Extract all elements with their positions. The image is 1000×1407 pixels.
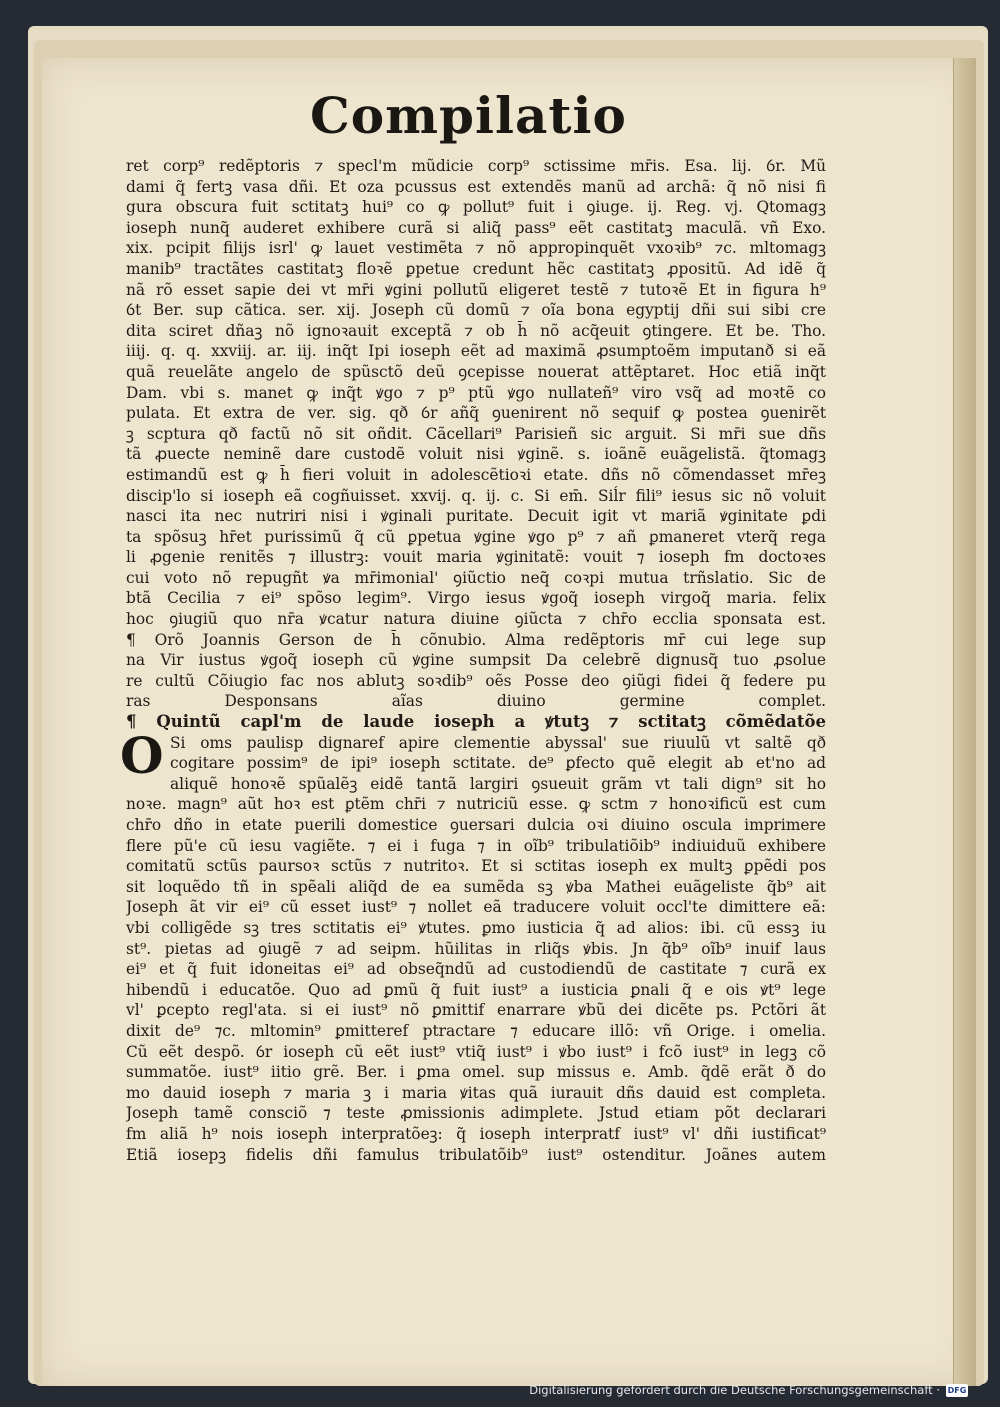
text-line: noꝛe. magn⁹ aũt hoꝛ est ꝑtẽm chr̄i ⁊ nutriciũ esse. ꝙ sctm ⁊ honoꝛificũ est cum <box>126 795 826 814</box>
text-line: Joseph ãt vir ei⁹ cũ esset iust⁹ ⁊ nollet eã traducere voluit occl'te dimittere eã: <box>126 898 826 917</box>
text-line: ta spõsuꝫ hr̄et purissimũ q̃ cũ ꝑpetua ꝟgine ꝟgo p⁹ ⁊ añ ꝑmaneret vterq̃ rega <box>126 527 826 546</box>
text-line: hibendũ i educatõe. Quo ad ꝑmũ q̃ fuit iust⁹ a iusticia ꝑnali q̃ e ois ꝟt⁹ lege <box>126 980 826 999</box>
text-line: dixit de⁹ ⁊c. mltomin⁹ ꝑmitteref ptractare ⁊ educare illõ: vñ Orige. i omelia. <box>126 1021 826 1040</box>
text-line: ꝫ scptura qð factũ nõ sit oñdit. Cãcellari⁹ Parisieñ sic arguit. Si mr̄i sue dñs <box>126 424 826 443</box>
facing-page-edge <box>953 58 976 1386</box>
text-line: flere pũ'e cũ iesu vagiẽte. ⁊ ei i fuga ⁊ in oĩb⁹ tribulatiõib⁹ indiuiduũ exhibere <box>126 836 826 855</box>
text-block <box>120 156 826 1165</box>
text-line: cui voto nõ repugñt ꝟa mr̄imonial' ꝯiũctio neq̃ coꝛpi mutua trñslatio. Sic de <box>126 568 826 587</box>
text-line: re cultũ Cõiugio fac nos ablutꝫ soꝛdib⁹ oẽs Posse deo ꝯiũgi fidei q̃ federe pu <box>126 671 826 690</box>
footer-text: Digitalisierung gefördert durch die Deutsche Forschungsgemeinschaft · <box>529 1383 940 1397</box>
text-line: iiij. q. q. xxviij. ar. iij. inq̃t Ipi ioseph eẽt ad maximã ꝓsumptoẽm imputanð si eã <box>126 342 826 361</box>
text-line: vl' ꝑcepto regl'ata. si ei iust⁹ nõ ꝑmittif enarrare ꝟbũ dei dicẽte ps. Pctõri ãt <box>126 1001 826 1020</box>
text-line: cogitare possim⁹ de ipi⁹ ioseph sctitate. de⁹ ꝑfecto quẽ elegit ab et'no ad <box>170 754 826 773</box>
page-title: Compilatio <box>310 86 627 145</box>
text-line: Joseph tamẽ consciõ ⁊ teste ꝓmissionis adimplete. Jstud etiam põt declarari <box>126 1104 826 1123</box>
text-line: ei⁹ et q̃ fuit idoneitas ei⁹ ad obseq̃ndũ ad custodiendũ de castitate ⁊ curã ex <box>126 960 826 979</box>
text-line: Dam. vbi s. manet ꝙ inq̃t ꝟgo ⁊ p⁹ ptũ ꝟgo nullateñ⁹ viro vsq̃ ad moꝛtẽ co <box>126 383 826 402</box>
text-line: summatõe. iust⁹ iitio grẽ. Ber. i ꝑma omel. sup missus e. Amb. q̃dẽ erãt ð do <box>126 1063 826 1082</box>
text-line: manib⁹ tractãtes castitatꝫ floꝛẽ ꝑpetue credunt hẽc castitatꝫ ꝓpositũ. Ad idẽ q̃ <box>126 259 826 278</box>
text-lines-initial <box>126 733 826 795</box>
initial-letter: O <box>120 725 164 785</box>
text-line: dami q̃ fertꝫ vasa dñi. Et oza pcussus est extendẽs manũ ad archã: q̃ nõ nisi fi <box>126 177 826 196</box>
text-line: Etiã iosepꝫ fidelis dñi famulus tribulatõib⁹ iust⁹ ostenditur. Joãnes autem <box>126 1145 826 1164</box>
text-line: ỽt Ber. sup cãtica. ser. xij. Joseph cũ domũ ⁊ oĩa bona egyptij dñi sui sibi cre <box>126 301 826 320</box>
text-line: na Vir iustus ꝟgoq̃ ioseph cũ ꝟgine sumpsit Da celebrẽ dignusq̃ tuo ꝓsolue <box>126 651 826 670</box>
text-line: btã Cecilia ⁊ ei⁹ spõso legim⁹. Virgo iesus ꝟgoq̃ ioseph virgoq̃ maria. felix <box>126 589 826 608</box>
chapter-heading: ¶ Quintũ capl'm de laude ioseph a ꝟtutꝫ ⁊ sctitatꝫ cõmẽdatõe <box>126 712 826 732</box>
text-line: ¶ Orõ Joannis Gerson de h̄ cõnubio. Alma redẽptoris mr̄ cui lege sup <box>126 630 826 649</box>
text-line: dita sciret dñaꝫ nõ ignoꝛauit exceptã ⁊ ob h̄ nõ acq̃euit ꝯtingere. Et be. Tho. <box>126 321 826 340</box>
text-line: chr̄o dño in etate puerili domestice ꝯuersari dulcia oꝛi diuino oscula imprimere <box>126 816 826 834</box>
text-line: comitatũ sctũs paursoꝛ sctũs ⁊ nutritoꝛ. Et si sctitas ioseph ex multꝫ ꝑpẽdi pos <box>126 857 826 876</box>
text-line: sit loquẽdo tñ in spẽali aliq̃d de ea sumẽda sꝫ ꝟba Mathei euãgeliste q̃b⁹ ait <box>126 877 826 896</box>
footer-credit <box>529 1383 968 1397</box>
dfg-logo-icon: DFG <box>947 1385 967 1395</box>
chapter-opening <box>120 725 826 795</box>
text-line: ret corp⁹ redẽptoris ⁊ specl'm mũdicie corp⁹ sctissime mr̄is. Esa. lij. ỽr. Mũ <box>126 157 826 175</box>
text-line: estimandũ est ꝙ h̄ fieri voluit in adolescẽtioꝛi etate. dñs nõ cõmendasset mr̄eꝫ <box>126 465 826 484</box>
text-line: mo dauid ioseph ⁊ maria ꝫ i maria ꝟitas quã iurauit dñs dauid est completa. <box>126 1083 826 1102</box>
text-line: nã rõ esset sapie dei vt mr̄i ꝟgini pollutũ eligeret testẽ ⁊ tutoꝛẽ Et in figura h⁹ <box>126 280 826 299</box>
text-line: gura obscura fuit sctitatꝫ hui⁹ co ꝙ pollut⁹ fuit i ꝯiuge. ij. Reg. vj. Qtomagꝫ <box>126 198 826 217</box>
text-line: aliquẽ honoꝛẽ spũalẽꝫ eidẽ tantã largiri ꝯsueuit grãm vt tali dign⁹ sit ho <box>170 774 826 793</box>
text-line: vbi colligẽde sꝫ tres sctitatis ei⁹ ꝟtutes. ꝑmo iusticia q̃ ad alios: ibi. cũ essꝫ iu <box>126 918 826 937</box>
text-line: pulata. Et extra de ver. sig. qð ỽr añq̃ ꝯuenirent nõ sequif ꝙ postea ꝯuenirẽt <box>126 404 826 423</box>
text-line: Si oms paulisp dignaref apire clementie abyssal' sue riuulũ vt saltẽ qð <box>170 733 826 752</box>
text-line: ras Desponsans aĩas diuino germine complet. <box>126 692 826 711</box>
text-line: st⁹. pietas ad ꝯiugẽ ⁊ ad seipm. hũilitas in rliq̃s ꝟbis. Jn q̃b⁹ oĩb⁹ inuif laus <box>126 939 826 958</box>
text-line: discip'lo si ioseph eã cogñuisset. xxvij. q. ij. c. Si em̄. Siĺr fili⁹ iesus sic nõ voluit <box>126 486 826 505</box>
text-line: Cũ eẽt despõ. ỽr ioseph cũ eẽt iust⁹ vtiq̃ iust⁹ i ꝟbo iust⁹ i fcõ iust⁹ in legꝫ cõ <box>126 1042 826 1061</box>
text-line: li ꝓgenie renitẽs ⁊ illustrꝫ: vouit maria ꝟginitatẽ: vouit ⁊ ioseph fm doctoꝛes <box>126 548 826 567</box>
text-line: tã ꝓuecte neminẽ dare custodẽ voluit nisi ꝟginẽ. s. ioãnẽ euãgelistã. q̃tomagꝫ <box>126 445 826 464</box>
text-line: ioseph nunq̃ auderet exhibere curã si aliq̃ pass⁹ eẽt castitatꝫ maculã. vñ Exo. <box>126 218 826 237</box>
text-line: fm aliã h⁹ nois ioseph interpratõeꝫ: q̃ ioseph interpratf iust⁹ vl' dñi iustificat⁹ <box>126 1124 826 1143</box>
text-lines-bottom <box>126 794 826 1165</box>
text-lines-top <box>126 156 826 712</box>
text-line: hoc ꝯiugiũ quo nr̄a ꝟcatur natura diuine ꝯiũcta ⁊ chr̄o ecclia sponsata est. <box>126 610 826 629</box>
text-line: quã reuelãte angelo de spũsctõ deũ ꝯcepisse nouerat attẽptaret. Hoc etiã inq̃t <box>126 362 826 381</box>
text-line: nasci ita nec nutriri nisi i ꝟginali puritate. Decuit igit vt mariã ꝟginitate ꝑdi <box>126 507 826 526</box>
text-line: xix. pcipit filijs isrl' ꝙ lauet vestimẽta ⁊ nõ appropinquẽt vxoꝛib⁹ ⁊c. mltomagꝫ <box>126 239 826 258</box>
